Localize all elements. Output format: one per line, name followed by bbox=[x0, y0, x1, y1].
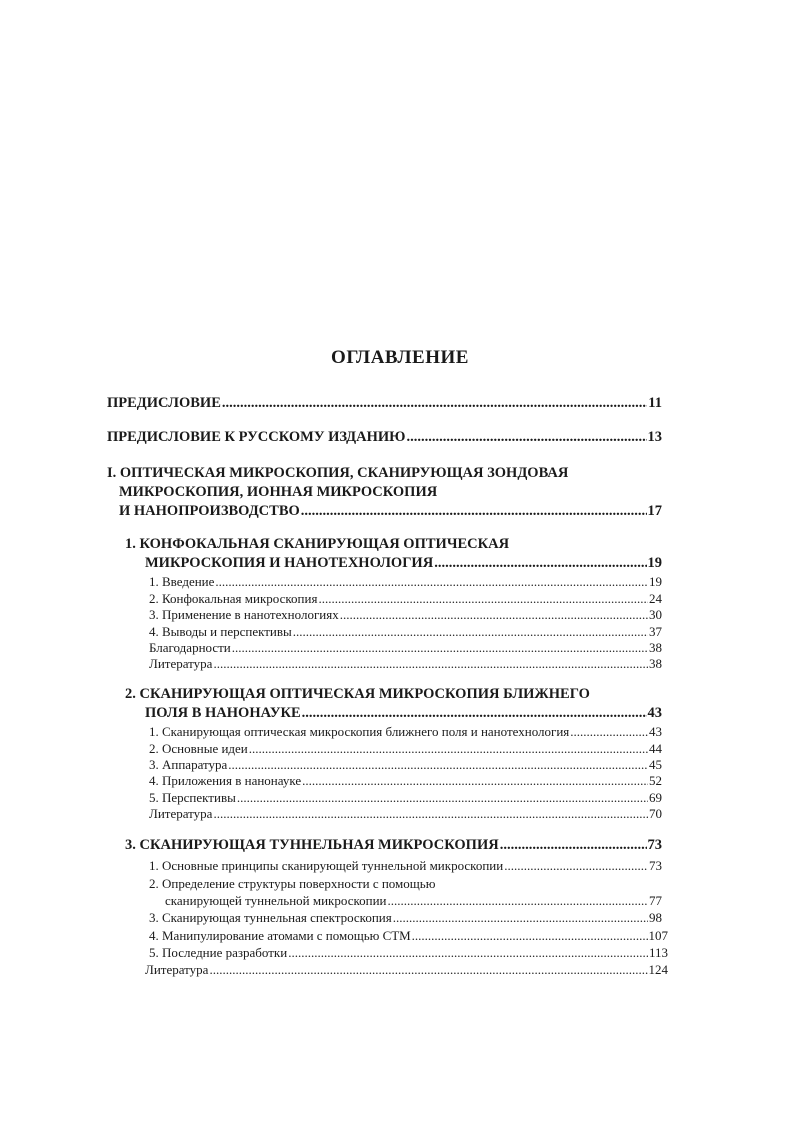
dot-leader bbox=[237, 790, 648, 806]
dot-leader bbox=[293, 624, 648, 640]
toc-entry-label: 3. СКАНИРУЮЩАЯ ТУННЕЛЬНАЯ МИКРОСКОПИЯ bbox=[125, 837, 499, 853]
toc-item-label: 5. Последние разработки bbox=[149, 945, 288, 960]
toc-item-page: 38 bbox=[649, 640, 662, 655]
toc-item-page: 113 bbox=[648, 945, 668, 960]
toc-item[interactable] bbox=[149, 806, 662, 822]
toc-item-label: 2. Основные идеи bbox=[149, 741, 248, 756]
toc-item-label: сканирующей туннельной микроскопии bbox=[165, 893, 387, 908]
toc-entry-label: И НАНОПРОИЗВОДСТВО bbox=[119, 503, 300, 519]
toc-item-line: 2. Определение структуры поверхности с помощью bbox=[149, 876, 436, 891]
dot-leader bbox=[209, 962, 647, 978]
toc-item-label: Литература bbox=[149, 806, 213, 821]
toc-item-page: 43 bbox=[649, 724, 662, 739]
toc-item[interactable] bbox=[145, 962, 668, 978]
toc-entry-page: 17 bbox=[647, 503, 662, 519]
toc-item-page: 38 bbox=[649, 656, 662, 671]
toc-item-label: Литература bbox=[145, 962, 209, 977]
dot-leader bbox=[213, 656, 648, 672]
toc-item-page: 77 bbox=[649, 893, 662, 908]
toc-entry-page: 73 bbox=[647, 837, 662, 853]
toc-item[interactable] bbox=[149, 773, 662, 789]
toc-entry-ch2[interactable] bbox=[145, 705, 662, 722]
toc-item-label: 2. Конфокальная микроскопия bbox=[149, 591, 318, 606]
dot-leader bbox=[222, 395, 647, 412]
toc-item-label: 1. Сканирующая оптическая микроскопия ближнего поля и нанотехнология bbox=[149, 724, 570, 739]
toc-item-page: 52 bbox=[649, 773, 662, 788]
toc-item[interactable] bbox=[149, 591, 662, 607]
dot-leader bbox=[213, 806, 648, 822]
toc-item-label: 5. Перспективы bbox=[149, 790, 236, 805]
toc-entry-ch3[interactable] bbox=[125, 837, 662, 854]
toc-item-label: 3. Аппаратура bbox=[149, 757, 228, 772]
toc-entry-label: МИКРОСКОПИЯ И НАНОТЕХНОЛОГИЯ bbox=[145, 555, 434, 571]
toc-item-label: 4. Приложения в нанонауке bbox=[149, 773, 302, 788]
toc-item-page: 124 bbox=[648, 962, 668, 977]
toc-entry-preface-ru[interactable] bbox=[107, 429, 662, 446]
dot-leader bbox=[504, 858, 648, 874]
dot-leader bbox=[393, 910, 648, 926]
toc-item-page: 70 bbox=[649, 806, 662, 821]
toc-item-page: 44 bbox=[649, 741, 662, 756]
dot-leader bbox=[215, 574, 648, 590]
dot-leader bbox=[228, 757, 648, 773]
toc-item-page: 107 bbox=[648, 928, 668, 943]
toc-item-page: 45 bbox=[649, 757, 662, 772]
toc-item-page: 98 bbox=[649, 910, 662, 925]
dot-leader bbox=[570, 724, 648, 740]
toc-item-label: 1. Основные принципы сканирующей туннельной микроскопии bbox=[149, 858, 504, 873]
dot-leader bbox=[249, 741, 648, 757]
toc-item-label: Литература bbox=[149, 656, 213, 671]
toc-item[interactable] bbox=[149, 640, 662, 656]
toc-item[interactable] bbox=[149, 656, 662, 672]
toc-part-title-line: МИКРОСКОПИЯ, ИОННАЯ МИКРОСКОПИЯ bbox=[119, 484, 438, 500]
toc-item[interactable] bbox=[149, 607, 662, 623]
toc-item[interactable] bbox=[149, 858, 662, 874]
toc-item[interactable] bbox=[149, 790, 662, 806]
toc-entry-page: 19 bbox=[647, 555, 662, 571]
toc-item-page: 19 bbox=[649, 574, 662, 589]
dot-leader bbox=[232, 640, 648, 656]
toc-item[interactable] bbox=[149, 724, 662, 740]
toc-part-title-line: I. ОПТИЧЕСКАЯ МИКРОСКОПИЯ, СКАНИРУЮЩАЯ ЗОНДОВАЯ bbox=[107, 465, 569, 481]
toc-chapter-title-line: 2. СКАНИРУЮЩАЯ ОПТИЧЕСКАЯ МИКРОСКОПИЯ БЛИЖНЕГО bbox=[125, 686, 590, 702]
dot-leader bbox=[434, 555, 646, 572]
toc-item-label: Благодарности bbox=[149, 640, 231, 655]
toc-item-page: 30 bbox=[649, 607, 662, 622]
toc-item[interactable] bbox=[149, 624, 662, 640]
toc-entry-page: 43 bbox=[647, 705, 662, 721]
dot-leader bbox=[302, 705, 647, 722]
toc-item[interactable] bbox=[149, 757, 662, 773]
toc-item-page: 37 bbox=[649, 624, 662, 639]
dot-leader bbox=[406, 429, 646, 446]
toc-entry-page: 11 bbox=[648, 395, 662, 411]
toc-chapter-title-line: 1. КОНФОКАЛЬНАЯ СКАНИРУЮЩАЯ ОПТИЧЕСКАЯ bbox=[125, 536, 510, 552]
toc-entry-label: ПРЕДИСЛОВИЕ bbox=[107, 395, 221, 411]
toc-item-label: 1. Введение bbox=[149, 574, 215, 589]
dot-leader bbox=[412, 928, 648, 944]
dot-leader bbox=[500, 837, 647, 854]
dot-leader bbox=[288, 945, 648, 961]
toc-item-label: 3. Применение в нанотехнологиях bbox=[149, 607, 339, 622]
toc-item-page: 69 bbox=[649, 790, 662, 805]
toc-item[interactable] bbox=[149, 945, 668, 961]
page-title: ОГЛАВЛЕНИЕ bbox=[331, 347, 469, 368]
dot-leader bbox=[318, 591, 648, 607]
toc-entry-part1[interactable] bbox=[119, 503, 662, 520]
dot-leader bbox=[340, 607, 648, 623]
toc-entry-label: ПОЛЯ В НАНОНАУКЕ bbox=[145, 705, 301, 721]
toc-item[interactable] bbox=[149, 574, 662, 590]
toc-entry-ch1[interactable] bbox=[145, 555, 662, 572]
toc-entry-label: ПРЕДИСЛОВИЕ К РУССКОМУ ИЗДАНИЮ bbox=[107, 429, 406, 445]
toc-item-label: 4. Манипулирование атомами с помощью СТМ bbox=[149, 928, 411, 943]
toc-item-label: 4. Выводы и перспективы bbox=[149, 624, 292, 639]
dot-leader bbox=[388, 893, 649, 909]
dot-leader bbox=[302, 773, 648, 789]
toc-item[interactable] bbox=[149, 741, 662, 757]
toc-entry-preface[interactable] bbox=[107, 395, 662, 412]
toc-item-page: 24 bbox=[649, 591, 662, 606]
toc-item[interactable] bbox=[149, 928, 668, 944]
toc-item-label: 3. Сканирующая туннельная спектроскопия bbox=[149, 910, 392, 925]
toc-item-page: 73 bbox=[649, 858, 662, 873]
toc-entry-page: 13 bbox=[647, 429, 662, 445]
toc-item[interactable] bbox=[165, 893, 662, 909]
dot-leader bbox=[301, 503, 647, 520]
toc-item[interactable] bbox=[149, 910, 662, 926]
